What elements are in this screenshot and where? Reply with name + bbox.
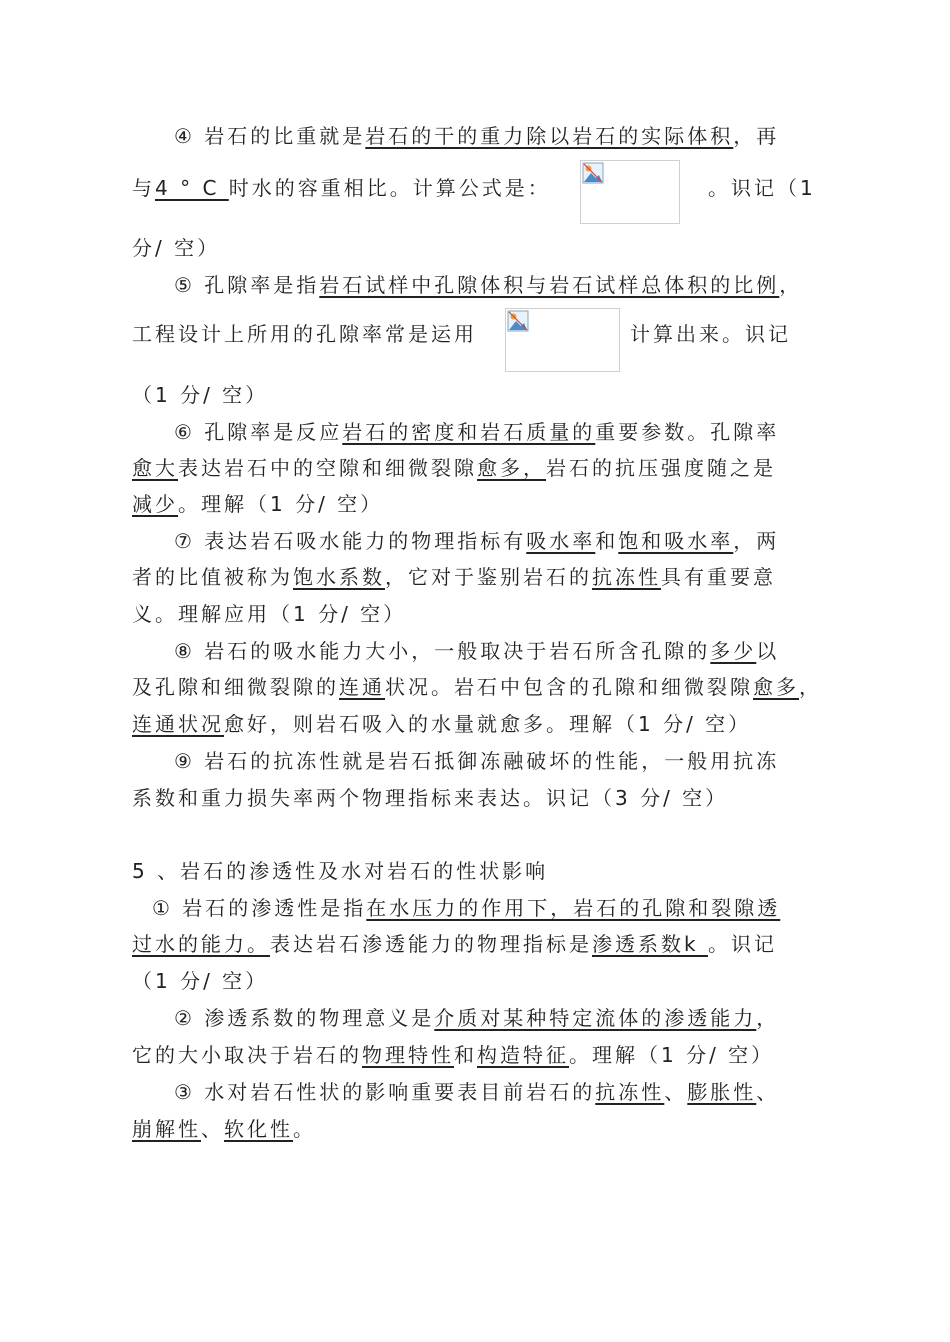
section-heading: [132, 857, 548, 885]
text-line: [132, 234, 220, 262]
text-segment: 它的大小取决于岩石的: [132, 1043, 362, 1067]
text-line: [132, 563, 776, 591]
text-line: [174, 527, 779, 555]
text-line: [174, 418, 779, 446]
text-segment: ⑧ 岩石的吸水能力大小，一般取决于岩石所含孔隙的: [174, 639, 711, 663]
text-line: [174, 747, 779, 775]
text-line: [152, 894, 780, 922]
text-line: [132, 174, 551, 202]
underlined-answer: 愈大: [132, 456, 178, 480]
text-segment: ③ 水对岩石性状的影响重要表目前岩石的: [174, 1080, 596, 1104]
text-segment: 5 、岩石的渗透性及水对岩石的性状影响: [132, 859, 549, 883]
text-segment: 和: [595, 529, 619, 553]
text-segment: 。识记（1: [708, 176, 816, 200]
text-line: [132, 784, 728, 812]
text-line: [132, 600, 406, 628]
text-segment: ⑤ 孔隙率是指: [174, 273, 320, 297]
text-segment: ① 岩石的渗透性是指: [152, 896, 367, 920]
underlined-answer: 饱水系数: [293, 565, 385, 589]
text-segment: ⑥ 孔隙率是反应: [174, 420, 343, 444]
text-line: [132, 381, 268, 409]
text-line: [174, 271, 802, 299]
text-line: [132, 710, 751, 738]
text-segment: ，: [799, 675, 822, 699]
text-line: [708, 174, 816, 202]
text-segment: ② 渗透系数的物理意义是: [174, 1006, 435, 1030]
text-segment: ，再: [733, 124, 780, 148]
text-segment: 与: [132, 176, 155, 200]
text-segment: 和: [454, 1043, 477, 1067]
text-line: [174, 1004, 779, 1032]
text-segment: 义。理解应用（1 分/ 空）: [132, 602, 407, 626]
text-segment: 计算出来。识记: [630, 322, 791, 346]
text-segment: 表达岩石渗透能力的物理指标是: [270, 932, 592, 956]
underlined-answer: 抗冻性: [592, 565, 661, 589]
text-segment: 、: [201, 1117, 224, 1141]
underlined-answer: 膨胀性: [687, 1080, 757, 1104]
text-segment: 者的比值被称为: [132, 565, 293, 589]
underlined-answer: 4 ° C: [155, 176, 229, 200]
underlined-answer: 岩石的干的重力除以岩石的实际体积: [365, 124, 734, 148]
text-segment: 时水的容重相比。计算公式是：: [228, 176, 551, 200]
text-segment: 愈好，则岩石吸入的水量就愈多。理解（1 分/ 空）: [224, 712, 752, 736]
text-line: [132, 967, 268, 995]
text-segment: 以: [756, 639, 780, 663]
text-segment: 岩石的抗压强度随之是: [546, 456, 776, 480]
text-segment: 系数和重力损失率两个物理指标来表达。识记（3 分/ 空）: [132, 786, 729, 810]
underlined-answer: 连通: [339, 675, 385, 699]
text-line: [132, 673, 822, 701]
text-segment: ，: [756, 1006, 780, 1030]
text-line: [132, 1115, 316, 1143]
formula-image-placeholder: [580, 160, 680, 224]
text-segment: 、: [664, 1080, 688, 1104]
text-segment: 。识记: [707, 932, 777, 956]
underlined-answer: 岩石试样中孔隙体积与岩石试样总体积的比例: [319, 273, 780, 297]
text-segment: 重要参数。孔隙率: [595, 420, 780, 444]
text-segment: （1 分/ 空）: [132, 383, 269, 407]
underlined-answer: 软化性: [224, 1117, 293, 1141]
text-segment: 及孔隙和细微裂隙的: [132, 675, 339, 699]
underlined-answer: 减少: [132, 492, 178, 516]
text-segment: 。理解（1 分/ 空）: [178, 492, 384, 516]
underlined-answer: 饱和吸水率: [618, 529, 734, 553]
underlined-answer: 多少: [710, 639, 757, 663]
underlined-answer: 吸水率: [526, 529, 596, 553]
text-segment: ④ 岩石的比重就是: [174, 124, 366, 148]
text-segment: ⑨ 岩石的抗冻性就是岩石抵御冻融破坏的性能，一般用抗冻: [174, 749, 780, 773]
text-line: [132, 490, 383, 518]
text-line: [174, 122, 779, 150]
broken-image-icon: [582, 162, 604, 184]
text-line: [132, 1041, 774, 1069]
underlined-answer: 渗透系数k: [592, 932, 708, 956]
text-segment: 。理解（1 分/ 空）: [569, 1043, 775, 1067]
text-segment: ，它对于鉴别岩石的: [385, 565, 592, 589]
broken-image-icon: [507, 310, 529, 332]
text-line: [132, 320, 477, 348]
text-segment: 状况。岩石中包含的孔隙和细微裂隙: [385, 675, 753, 699]
underlined-answer: 崩解性: [132, 1117, 201, 1141]
text-segment: （1 分/ 空）: [132, 969, 269, 993]
underlined-answer: 愈多，: [477, 456, 546, 480]
text-segment: 分/ 空）: [132, 236, 221, 260]
text-segment: ，: [779, 273, 803, 297]
underlined-answer: 岩石的密度和岩石质量的: [342, 420, 596, 444]
text-line: [132, 454, 776, 482]
text-segment: 。: [293, 1117, 316, 1141]
underlined-answer: 过水的能力。: [132, 932, 270, 956]
underlined-answer: 愈多: [753, 675, 799, 699]
text-line: [132, 930, 777, 958]
text-line: [174, 1078, 779, 1106]
underlined-answer: 物理特性: [362, 1043, 454, 1067]
underlined-answer: 构造特征: [477, 1043, 569, 1067]
text-segment: 具有重要意: [661, 565, 776, 589]
text-segment: 工程设计上所用的孔隙率常是运用: [132, 322, 477, 346]
text-line: [630, 320, 791, 348]
text-segment: ⑦ 表达岩石吸水能力的物理指标有: [174, 529, 527, 553]
text-line: [174, 637, 779, 665]
formula-image-placeholder: [505, 308, 620, 372]
text-segment: ，两: [733, 529, 780, 553]
text-segment: 、: [756, 1080, 780, 1104]
underlined-answer: 抗冻性: [595, 1080, 665, 1104]
underlined-answer: 在水压力的作用下，岩石的孔隙和裂隙透: [366, 896, 781, 920]
underlined-answer: 连通状况: [132, 712, 224, 736]
text-segment: 表达岩石中的空隙和细微裂隙: [178, 456, 477, 480]
underlined-answer: 介质对某种特定流体的渗透能力: [434, 1006, 757, 1030]
